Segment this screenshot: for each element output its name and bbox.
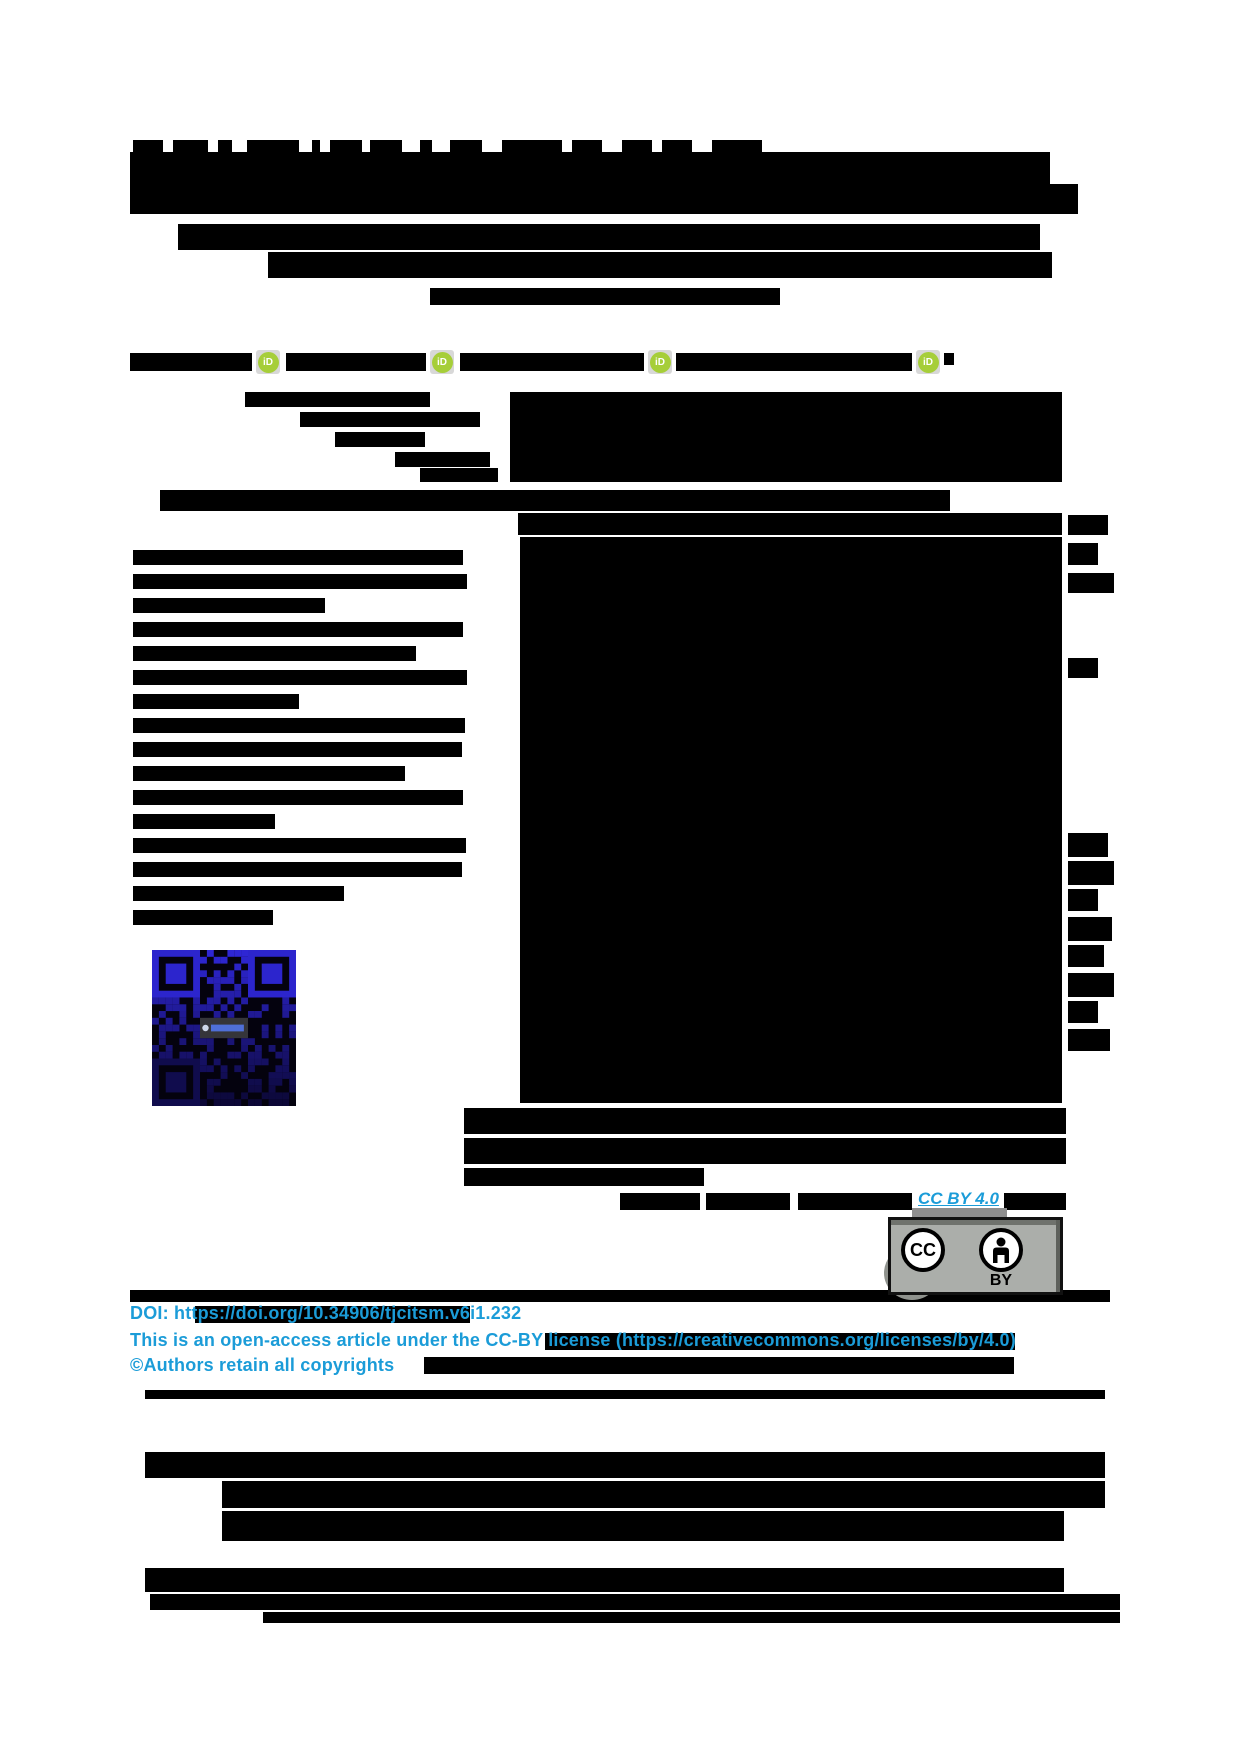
redacted-text-bar-header-ticks: [312, 140, 320, 152]
redacted-text-bar-info-column-lines: [133, 622, 463, 637]
redacted-text-bar-affiliation-bars: [335, 432, 425, 447]
redacted-text-bar-title-block: [268, 252, 1052, 278]
redacted-text-bar-author-bars: [944, 353, 954, 365]
redacted-text-bar-citation-block-1: [145, 1452, 1105, 1478]
redacted-text-bar-right-margin-fragments: [1068, 515, 1108, 535]
cc-by-label: BY: [989, 1272, 1013, 1289]
redacted-text-bar-acknowledgment-chunks: [798, 1193, 912, 1210]
redacted-text-bar-header-ticks: [712, 140, 762, 152]
redacted-text-bar-right-margin-fragments: [1068, 973, 1114, 997]
redacted-text-bar-right-margin-fragments: [1068, 889, 1098, 911]
redacted-text-bar-acknowledgment-chunks: [1004, 1193, 1066, 1210]
redacted-text-bar-right-margin-fragments: [1068, 658, 1098, 678]
redacted-text-bar-right-margin-fragments: [1068, 1001, 1098, 1023]
redacted-text-bar-abstract-tail-lines: [464, 1168, 704, 1186]
redacted-text-bar-right-margin-fragments: [1068, 945, 1104, 967]
redacted-text-bar-info-column-lines: [133, 910, 273, 925]
cc-by-license-link[interactable]: CC BY 4.0: [918, 1189, 999, 1208]
copyright-line: ©Authors retain all copyrights: [130, 1355, 395, 1375]
orcid-icon: iD: [258, 352, 279, 373]
orcid-icon: iD: [432, 352, 453, 373]
redacted-text-bar-header-ticks: [420, 140, 432, 152]
redacted-text-bar-header-ticks: [133, 140, 163, 152]
redacted-text-bar-citation-block-1: [222, 1511, 1064, 1541]
redacted-text-bar-author-bars: [460, 353, 644, 371]
redacted-text-bar-divider-bars: [145, 1390, 1105, 1399]
redacted-text-bar-info-column-lines: [133, 718, 465, 733]
redacted-text-bar-right-margin-fragments: [1068, 833, 1108, 857]
redacted-text-bar-info-column-lines: [133, 574, 467, 589]
cc-by-badge: [888, 1217, 1063, 1295]
orcid-icon: iD: [918, 352, 939, 373]
redacted-text-bar-right-margin-fragments: [1068, 1029, 1110, 1051]
orcid-id-badge-3[interactable]: [648, 350, 672, 374]
redacted-text-bar-affiliation-bars: [395, 452, 490, 467]
redacted-text-bar-right-margin-fragments: [1068, 573, 1114, 593]
redacted-text-bar-header-ticks: [247, 140, 299, 152]
redacted-text-bar-abstract-block: [520, 537, 1062, 1103]
redacted-text-bar-header-ticks: [622, 140, 652, 152]
redacted-text-bar-info-column-lines: [133, 838, 466, 853]
redacted-text-bar-info-column-lines: [133, 694, 299, 709]
redacted-text-bar-citation-block-2: [145, 1568, 1064, 1592]
open-access-license-line[interactable]: This is an open-access article under the CC-BY license (https://creativecommons.org/licenses/by/4.0): [130, 1330, 1016, 1350]
redacted-text-bar-info-column-lines: [133, 646, 416, 661]
redacted-text-bar-author-bars: [676, 353, 912, 371]
redacted-text-bar-abstract-tail-lines: [464, 1108, 1066, 1134]
redacted-text-bar-right-margin-fragments: [1068, 543, 1098, 565]
redacted-text-bar-title-block: [130, 152, 1050, 184]
redacted-text-bar-header-ticks: [502, 140, 562, 152]
cc-badge-bevel-right: [1056, 1220, 1060, 1292]
redacted-text-bar-info-column-lines: [133, 766, 405, 781]
redacted-text-bar-header-ticks: [450, 140, 482, 152]
redacted-text-bar-info-column-lines: [133, 670, 467, 685]
redacted-text-bar-right-margin-fragments: [1068, 861, 1114, 885]
redacted-text-bar-header-ticks: [662, 140, 692, 152]
person-icon-glyph: [990, 1237, 1012, 1263]
redacted-text-bar-right-margin-fragments: [1068, 917, 1112, 941]
redacted-text-bar-affiliation-bars: [300, 412, 480, 427]
orcid-id-badge-2[interactable]: [430, 350, 454, 374]
orcid-icon: iD: [650, 352, 671, 373]
redacted-text-bar-info-column-lines: [133, 886, 344, 901]
orcid-id-badge-1[interactable]: [256, 350, 280, 374]
redacted-text-bar-header-ticks: [218, 140, 232, 152]
cc-icon: [901, 1228, 945, 1272]
redacted-text-bar-acknowledgment-chunks: [706, 1193, 790, 1210]
redacted-text-bar-section-heading-bar: [160, 490, 950, 511]
redacted-text-bar-teal-underlays: [424, 1357, 1014, 1374]
redacted-text-bar-info-column-lines: [133, 598, 325, 613]
qr-code: [152, 950, 296, 1106]
redacted-text-bar-title-block: [130, 184, 1078, 214]
redacted-text-bar-info-column-lines: [133, 550, 463, 565]
cc-icon-label: CC: [910, 1239, 936, 1260]
redacted-text-bar-citation-block-2: [150, 1594, 1120, 1610]
redacted-text-bar-abstract-tail-lines: [464, 1138, 1066, 1164]
redacted-text-bar-info-column-lines: [133, 862, 462, 877]
redacted-text-bar-info-column-lines: [133, 742, 462, 757]
orcid-id-badge-4[interactable]: [916, 350, 940, 374]
doi-link-line[interactable]: DOI: https://doi.org/10.34906/tjcitsm.v6i1.232: [130, 1303, 522, 1323]
redacted-text-bar-acknowledgment-chunks: [620, 1193, 700, 1210]
redacted-text-bar-abstract-block: [518, 513, 1062, 535]
redacted-text-bar-header-ticks: [572, 140, 602, 152]
redacted-text-bar-citation-block-2: [263, 1612, 1120, 1623]
cc-badge-bevel-top: [891, 1220, 1060, 1225]
redacted-text-bar-title-block: [430, 288, 780, 305]
redacted-text-bar-author-bars: [286, 353, 426, 371]
redacted-text-bar-info-column-lines: [133, 790, 463, 805]
redacted-text-bar-citation-block-1: [222, 1481, 1105, 1508]
redacted-text-bar-affiliation-bars: [245, 392, 430, 407]
redacted-text-bar-info-column-lines: [133, 814, 275, 829]
redacted-text-bar-affiliation-bars: [420, 468, 498, 482]
redacted-text-bar-header-ticks: [370, 140, 402, 152]
redacted-text-bar-header-ticks: [173, 140, 208, 152]
redacted-text-bar-author-bars: [130, 353, 252, 371]
person-icon: [979, 1228, 1023, 1272]
redacted-text-bar-title-block: [178, 224, 1040, 250]
redacted-text-bar-affiliation-bars: [510, 392, 1062, 482]
redacted-text-bar-header-ticks: [330, 140, 362, 152]
